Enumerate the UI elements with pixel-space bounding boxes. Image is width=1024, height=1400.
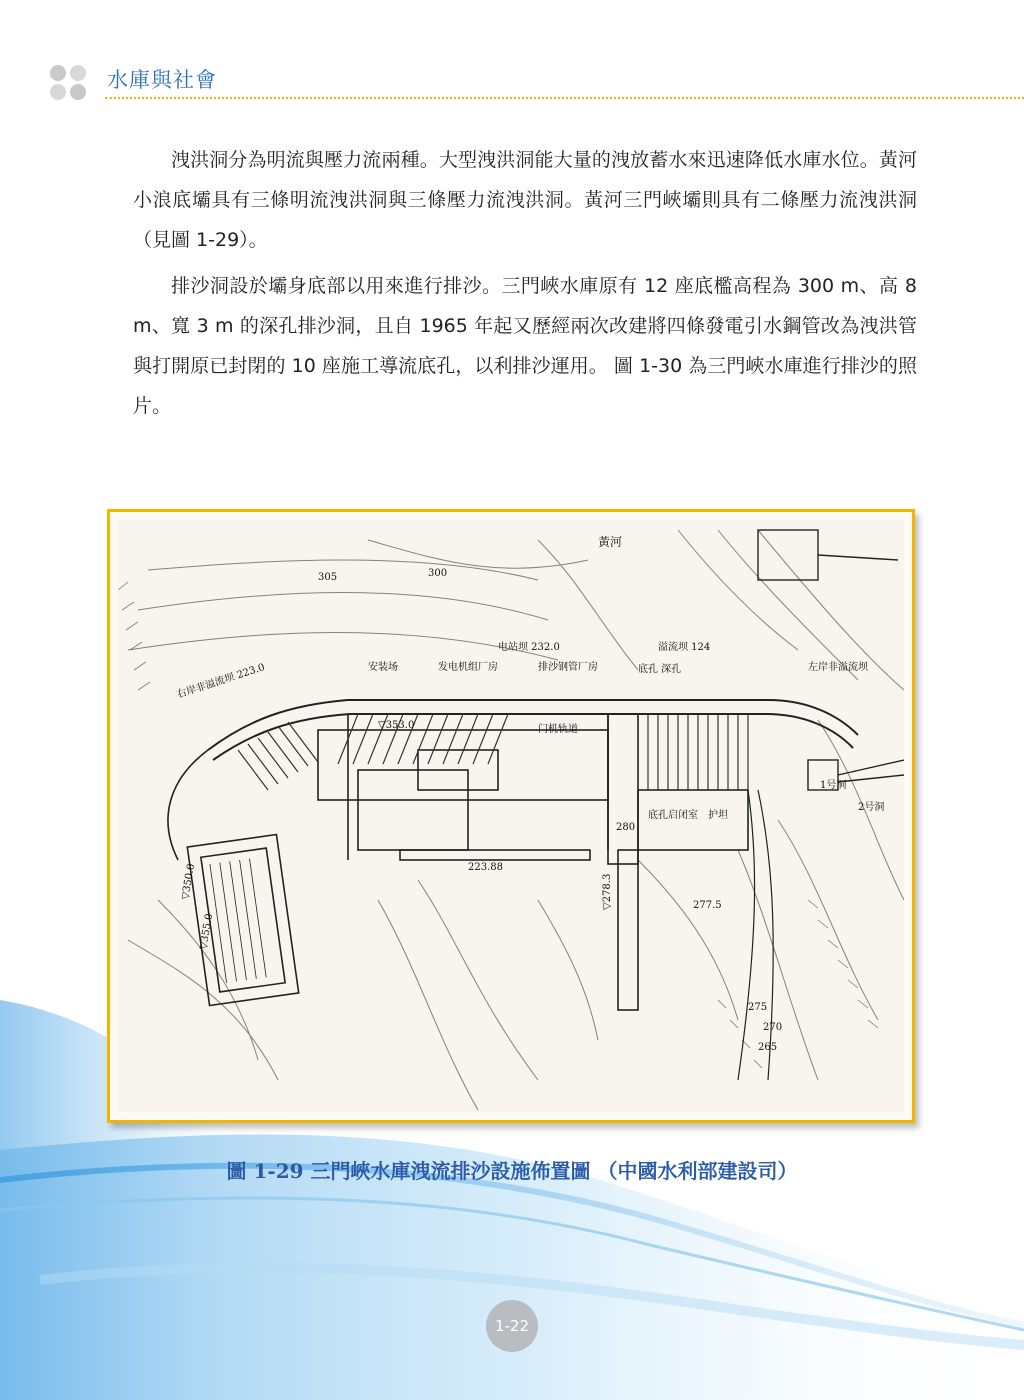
label-elev-275: 275 xyxy=(748,1002,768,1013)
dam-layout-drawing xyxy=(118,520,904,1112)
label-sluice: 排沙钢管厂房 xyxy=(538,662,598,673)
label-river: 黃河 xyxy=(598,535,623,549)
label-contour-305: 305 xyxy=(318,572,338,583)
label-install: 安装场 xyxy=(368,662,398,673)
label-elev-3500: ▽350.0 xyxy=(180,862,198,901)
label-bottom-ctrl: 底孔启闭室 xyxy=(648,810,698,821)
header-divider xyxy=(105,97,1024,99)
label-elev-280: 280 xyxy=(616,822,636,833)
paragraph-sediment: 排沙洞設於壩身底部以用來進行排沙。三門峽水庫原有 12 座底檻高程為 300 m、高 8 m、寬 3 m 的深孔排沙洞，且自 1965 年起又歷經兩次改建將四條發電引水鋼管改為洩洪管與打開原已封閉的 10 座施工導流底孔，以利排沙運用。 圖 1-30 為三門峽水庫進行排沙的照片。 xyxy=(133,275,917,417)
body-text xyxy=(133,140,917,426)
label-contour-300: 300 xyxy=(428,568,448,579)
label-elev-2775: 277.5 xyxy=(693,900,722,911)
label-tunnel-2: 2号洞 xyxy=(858,802,885,813)
label-left-spillway: 左岸非溢流坝 xyxy=(808,662,868,673)
label-elev-353: ▽353.0 xyxy=(378,720,415,731)
label-len-223: 223.88 xyxy=(468,862,503,873)
label-overflow: 溢流坝 124 xyxy=(658,642,711,653)
page-number: 1-22 xyxy=(486,1300,538,1352)
label-apron: 护坦 xyxy=(708,810,728,821)
label-elev-278: ▽278.3 xyxy=(602,873,613,910)
label-elev-265: 265 xyxy=(758,1042,778,1053)
page-header xyxy=(50,62,1024,102)
header-dots-icon xyxy=(50,65,90,101)
label-gate: 门机轨道 xyxy=(538,724,578,735)
paragraph-spillway: 洩洪洞分為明流與壓力流兩種。大型洩洪洞能大量的洩放蓄水來迅速降低水庫水位。黃河小浪底壩具有三條明流洩洪洞與三條壓力流洩洪洞。黃河三門峽壩則具有二條壓力流洩洪洞（見圖 1-29）。 xyxy=(133,149,917,251)
figure-frame xyxy=(107,509,915,1123)
label-station: 电站坝 232.0 xyxy=(498,642,560,653)
label-bottom-hole: 底孔 深孔 xyxy=(638,664,682,675)
label-tunnel-1: 1号洞 xyxy=(820,780,847,791)
label-elev-3550: ▽355.0 xyxy=(198,912,216,951)
label-right-spillway: 右岸非溢流坝 223.0 xyxy=(175,662,267,701)
figure-caption: 圖 1-29 三門峽水庫洩流排沙設施佈置圖 （中國水利部建設司） xyxy=(226,1159,798,1183)
label-elev-270: 270 xyxy=(763,1022,783,1033)
chapter-title: 水庫與社會 xyxy=(107,68,217,92)
label-gen-room: 发电机组厂房 xyxy=(438,662,498,673)
